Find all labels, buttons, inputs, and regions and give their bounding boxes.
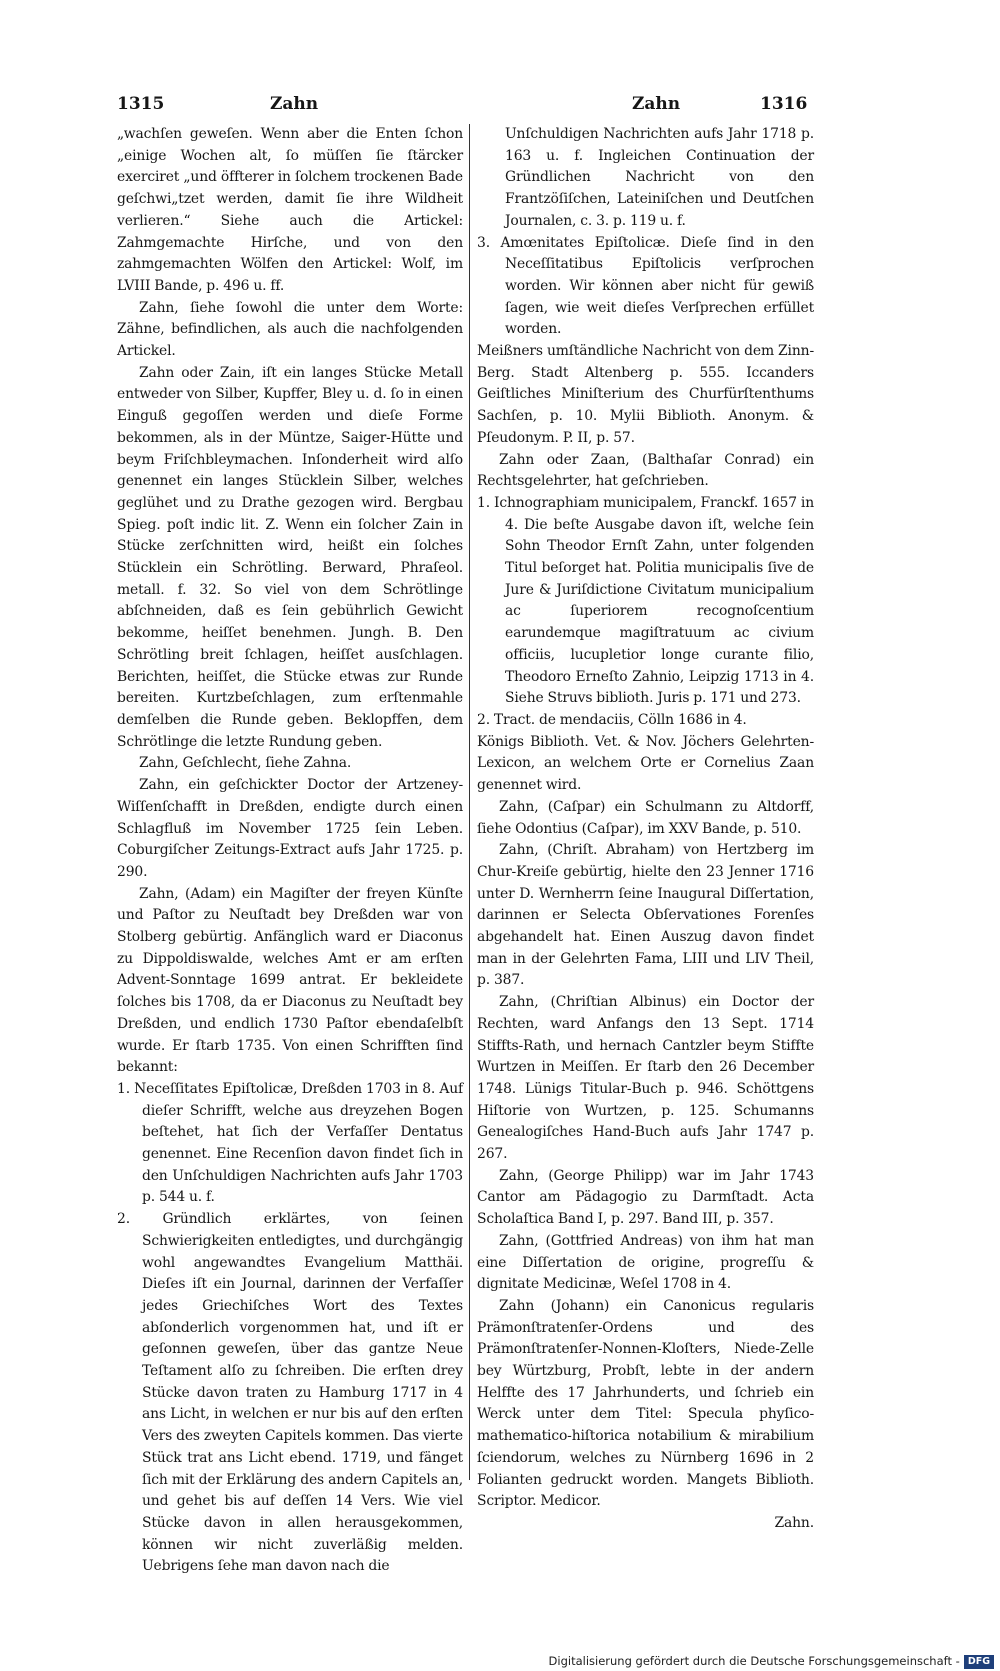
paragraph: Zahn, ein geſchickter Doctor der Artzeney-Wiſſenſchafft in Dreßden, endigte durch einen Schlagfluß im November 1725 ſein Leben. Coburgiſcher Zeitungs-Extract aufs Jahr 1725. p. 290. [117, 777, 463, 880]
left-running-head: Zahn [270, 94, 319, 114]
paragraph: Zahn, (Caſpar) ein Schulmann zu Altdorff, ſiehe Odontius (Caſpar), im XXV Bande, p. 510. [477, 798, 814, 837]
paragraph: Zahn (Johann) ein Canonicus regularis Prämonſtratenſer-Ordens und des Prämonſtratenſer-Nonnen-Kloſters, Niede-Zelle bey Würtzburg, Probſt, lebte in der andern Helffte des 17 Jahrhunderts, und ſchrieb ein Werck unter dem Titel: Specula phyſico-mathematico-hiſtorica notabilium & mirabilium ſciendorum, welches zu Nürnberg 1696 in 2 Folianten gedruckt worden. Mangets Biblioth. Scriptor. Medicor. [477, 1297, 814, 1510]
paragraph: Zahn oder Zaan, (Balthaſar Conrad) ein Rechtsgelehrter, hat geſchrieben. [477, 451, 814, 490]
right-column [477, 124, 814, 1535]
list-item: 3. Amœnitates Epiſtolicæ. Dieſe ſind in den Neceſſitatibus Epiſtolicis verſprochen worden. Wir können aber nicht für gewiß ſagen, wie weit dieſes Verſprechen erfüllet worden. [477, 234, 814, 338]
paragraph: Zahn, ſiehe ſowohl die unter dem Worte: Zähne, befindlichen, als auch die nachfolgenden Artickel. [117, 299, 463, 360]
left-page-number: 1315 [117, 94, 165, 114]
right-page-number: 1316 [760, 94, 808, 114]
right-running-head: Zahn [632, 94, 681, 114]
paragraph: Zahn, (Gottfried Andreas) von ihm hat man eine Diſſertation de origine, progreſſu & dignitate Medicinæ, Weſel 1708 in 4. [477, 1232, 814, 1293]
dfg-logo: DFG [964, 1655, 994, 1669]
page-header [112, 94, 847, 124]
catchword: Zahn. [774, 1515, 814, 1531]
list-item: 2. Tract. de mendaciis, Cölln 1686 in 4. [477, 711, 747, 728]
paragraph: Zahn, Geſchlecht, ſiehe Zahna. [139, 755, 352, 772]
credit-text: Digitalisierung gefördert durch die Deutsche Forschungsgemeinschaft - [548, 1654, 960, 1668]
list-item: 1. Neceſſitates Epiſtolicæ, Dreßden 1703 in 8. Auf dieſer Schrifft, welche aus dreyzehen Bogen beſtehet, hat ſich der Verfaſſer Dentatus genennet. Eine Recenſion davon findet ſich in den Unſchuldigen Nachrichten aufs Jahr 1703 p. 544 u. f. [117, 1080, 463, 1206]
paragraph: „wachſen geweſen. Wenn aber die Enten ſchon „einige Wochen alt, ſo müſſen ſie ſtärcker exerciret „und öffterer in ſolchem trockenen Bade geſchwi„tzet werden, damit ſie ihre Wildheit verlieren.“ Siehe auch die Artickel: Zahmgemachte Hirſche, und von den zahmgemachten Wölfen den Artickel: Wolf, im LVIII Bande, p. 496 u. ff. [117, 126, 463, 294]
paragraph: Königs Biblioth. Vet. & Nov. Jöchers Gelehrten-Lexicon, an welchem Orte er Cornelius Zaan genennet wird. [477, 733, 814, 794]
paragraph: Zahn, (George Philipp) war im Jahr 1743 Cantor am Pädagogio zu Darmſtadt. Acta Scholaſtica Band I, p. 297. Band III, p. 357. [477, 1167, 814, 1228]
list-item: 1. Ichnographiam municipalem, Franckf. 1657 in 4. Die beſte Ausgabe davon iſt, welche ſein Sohn Theodor Ernſt Zahn, unter folgenden Titul beſorget hat. Politia municipalis ſive de Jure & Juriſdictione Civitatum municipalium ac ſuperiorem recognoſcentium earundemque magiſtratuum ac civium officiis, lucupletior longe curante filio, Theodoro Erneſto Zahnio, Leipzig 1713 in 4. Siehe Struvs biblioth. Juris p. 171 und 273. [477, 494, 814, 707]
paragraph: Zahn, (Chriſtian Albinus) ein Doctor der Rechten, ward Anfangs den 13 Sept. 1714 Stiffts-Rath, und hernach Cantzler beym Stiffte Wurtzen in Meiſſen. Er ſtarb den 26 December 1748. Lünigs Titular-Buch p. 946. Schöttgens Hiſtorie von Wurtzen, p. 125. Schumanns Genealogiſches Hand-Buch aufs Jahr 1747 p. 267. [477, 994, 814, 1163]
paragraph: Zahn oder Zain, iſt ein langes Stücke Metall entweder von Silber, Kupffer, Bley u. d. ſo in einen Einguß gegoſſen werden und dieſe Forme bekommen, als in der Müntze, Saiger-Hütte und beym Friſchbleymachen. Inſonderheit wird alſo genennet ein langes Stücklein Silber, welches geglühet und zu Drathe gezogen wird. Bergbau Spieg. poſt indic lit. Z. Wenn ein ſolcher Zain in Stücke zerſchnitten wird, heißt ein ſolches Stücklein ein Schrötling. Berward, Phraſeol. metall. f. 32. So viel von dem Schrötlinge abſchneiden, daß es ſein gebührlich Gewicht bekomme, heiſſet benehmen. Jungh. B. Den Schrötling breit ſchlagen, heiſſet ausſchlagen. Berichten, heiſſet, die Stücke etwas zur Runde bereiten. Kurtzbeſchlagen, zum erſtenmahle demſelben die Runde geben. Beklopffen, dem Schrötlinge die letzte Rundung geben. [117, 364, 463, 750]
paragraph: Zahn, (Adam) ein Magiſter der freyen Künſte und Paſtor zu Neuſtadt bey Dreßden war von Stolberg gebürtig. Anfänglich ward er Diaconus zu Dippoldiswalde, welches Amt er am erſten Advent-Sonntage 1699 antrat. Er bekleidete ſolches bis 1708, da er Diaconus zu Neuſtadt bey Dreßden, und endlich 1730 Paſtor ebendaſelbſt wurde. Er ſtarb 1735. Von einen Schrifften ſind bekannt: [117, 885, 463, 1076]
list-item: 2. Gründlich erklärtes, von ſeinen Schwierigkeiten entledigtes, und durchgängig wohl angewandtes Evangelium Matthäi. Dieſes iſt ein Journal, darinnen der Verfaſſer jedes Griechiſches Wort des Textes abſonderlich vorgenommen hat, und iſt er geſonnen geweſen, über das gantze Neue Teſtament alſo zu ſchreiben. Die erſten drey Stücke davon traten zu Hamburg 1717 in 4 ans Licht, in welchen er nur bis auf den erſten Vers des zweyten Capitels kommen. Das vierte Stück trat ans Licht ebend. 1719, und fänget ſich mit der Erklärung des andern Capitels an, und gehet bis auf deſſen 14 Vers. Wie viel Stücke davon in allen herausgekommen, können wir nicht zuverläßig melden. Uebrigens ſehe man davon nach die [117, 1211, 463, 1575]
column-divider [469, 124, 470, 1480]
digitization-credit [420, 1652, 1000, 1671]
paragraph: Meißners umſtändliche Nachricht von dem Zinn-Berg. Stadt Altenberg p. 555. Iccanders Geiſtliches Miniſterium des Churfürſtenthums Sachſen, p. 10. Mylii Biblioth. Anonym. & Pſeudonym. P. II, p. 57. [477, 343, 814, 446]
paragraph: Unſchuldigen Nachrichten aufs Jahr 1718 p. 163 u. f. Ingleichen Continuation der Gründlichen Nachricht von den Frantzöſiſchen, Lateiniſchen und Deutſchen Journalen, c. 3. p. 119 u. f. [505, 126, 814, 229]
paragraph: Zahn, (Chriſt. Abraham) von Hertzberg im Chur-Kreiſe gebürtig, hielte den 23 Jenner 1716 unter D. Wernherrn ſeine Inaugural Diſſertation, darinnen er Selecta Obſervationes Forenſes abgehandelt hat. Einen Auszug davon findet man in der Gelehrten Fama, LIII und LIV Theil, p. 387. [477, 842, 814, 989]
left-column [117, 124, 463, 1578]
